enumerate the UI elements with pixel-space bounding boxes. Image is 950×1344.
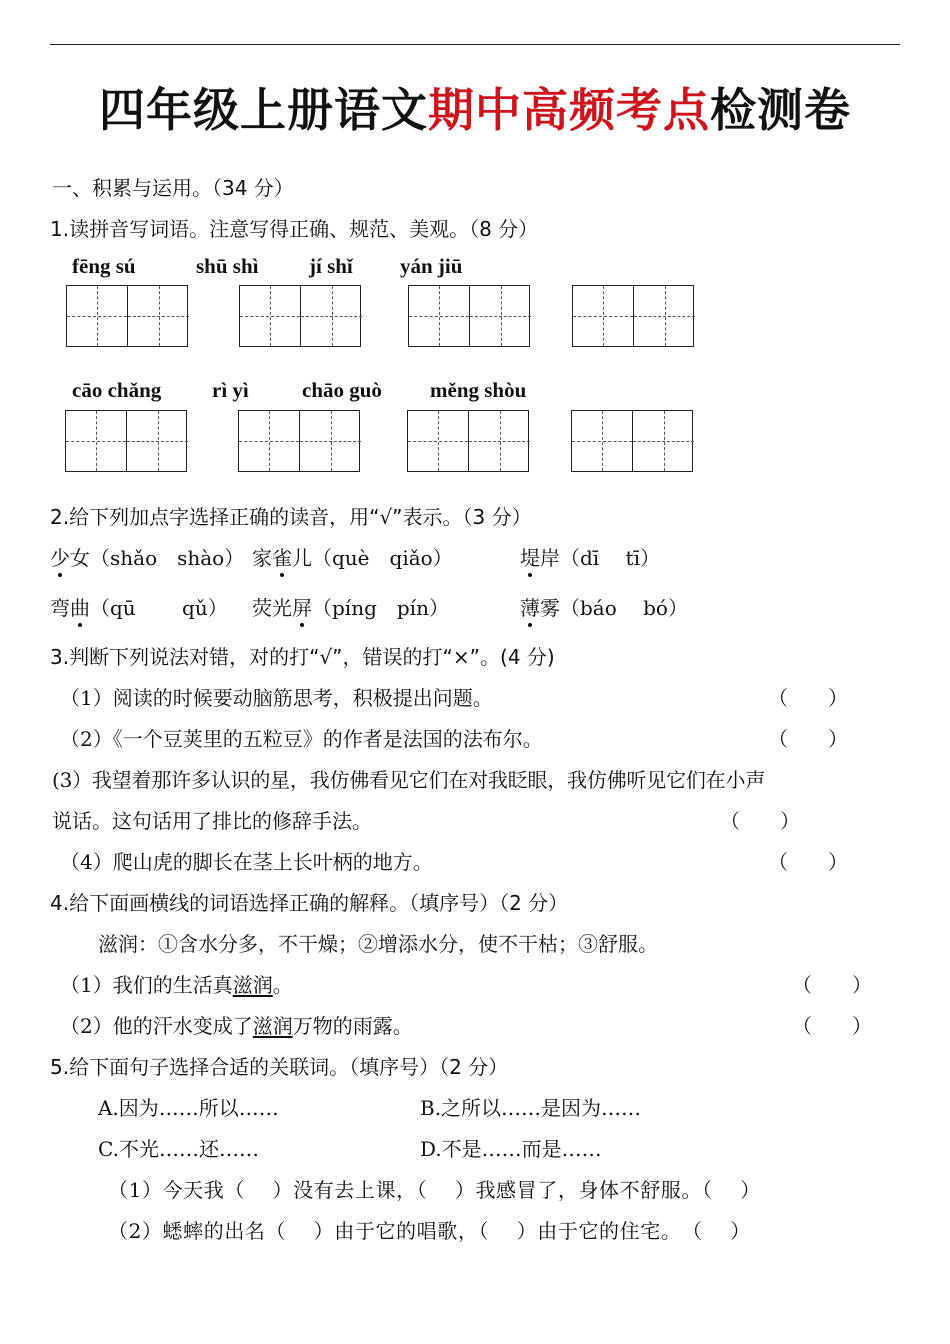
writing-grid[interactable] — [408, 285, 530, 347]
section-heading: 一、积累与运用。（34 分） — [52, 176, 294, 200]
option-d: D.不是……而是…… — [420, 1137, 602, 1161]
writing-grid[interactable] — [239, 285, 361, 347]
pinyin-4: yán jiū — [400, 254, 463, 278]
answer-paren[interactable]: （ ） — [768, 727, 848, 751]
judge-item-2: （2）《一个豆荚里的五粒豆》的作者是法国的法布尔。 — [60, 727, 543, 751]
page-title — [0, 74, 950, 140]
title-part-1: 四年级上册语文 — [99, 83, 428, 137]
pinyin-6: rì yì — [212, 378, 249, 402]
judge-item-1: （1）阅读的时候要动脑筋思考，积极提出问题。 — [60, 686, 493, 710]
reading-item: 家雀儿（què qiǎo） — [252, 542, 453, 571]
title-part-3: 检测卷 — [710, 83, 851, 137]
option-b: B.之所以……是因为…… — [420, 1096, 642, 1120]
question-4-heading: 4.给下面画横线的词语选择正确的解释。（填序号）（2 分） — [50, 891, 569, 915]
writing-grid[interactable] — [572, 285, 694, 347]
question-3-heading: 3.判断下列说法对错，对的打“√”，错误的打“×”。(4 分) — [50, 645, 555, 669]
writing-grid[interactable] — [407, 410, 529, 472]
pinyin-8: měng shòu — [430, 378, 527, 402]
question-2-heading: 2.给下列加点字选择正确的读音，用“√”表示。（3 分） — [50, 505, 532, 529]
conjunction-item-1: （1）今天我（ ）没有去上课，（ ）我感冒了，身体不舒服。（ ） — [108, 1178, 761, 1202]
option-a: A.因为……所以…… — [98, 1096, 279, 1120]
reading-item: 荧光屏（píng pín） — [252, 592, 449, 621]
top-rule — [50, 44, 900, 45]
writing-grid[interactable] — [571, 410, 693, 472]
reading-item: 少女（shǎo shào） — [50, 542, 244, 571]
reading-item: 堤岸（dī tī） — [520, 542, 660, 571]
meaning-item-2: （2）他的汗水变成了滋润万物的雨露。 — [60, 1014, 413, 1038]
pinyin-1: fēng sú — [72, 254, 136, 278]
reading-item: 薄雾（báo bó） — [520, 592, 688, 621]
judge-item-3: (3）我望着那许多认识的星，我仿佛看见它们在对我眨眼，我仿佛听见它们在小声 — [52, 768, 766, 792]
answer-paren[interactable]: （ ） — [792, 973, 872, 997]
answer-paren[interactable]: （ ） — [720, 809, 800, 833]
writing-grid[interactable] — [238, 410, 360, 472]
pinyin-3: jí shǐ — [309, 254, 353, 278]
conjunction-item-2: （2）蟋蟀的出名（ ）由于它的唱歌，（ ）由于它的住宅。 （ ） — [108, 1219, 751, 1243]
title-part-2: 期中高频考点 — [428, 83, 710, 137]
judge-item-3-cont: 说话。这句话用了排比的修辞手法。 — [52, 809, 372, 833]
pinyin-5: cāo chǎng — [72, 378, 162, 402]
pinyin-2: shū shì — [196, 254, 259, 278]
word-definition: 滋润：①含水分多，不干燥；②增添水分，使不干枯；③舒服。 — [98, 932, 658, 956]
judge-item-4: （4）爬山虎的脚长在茎上长叶柄的地方。 — [60, 850, 433, 874]
answer-paren[interactable]: （ ） — [792, 1014, 872, 1038]
question-5-heading: 5.给下面句子选择合适的关联词。（填序号）（2 分） — [50, 1055, 509, 1079]
meaning-item-1: （1）我们的生活真滋润。 — [60, 973, 293, 997]
writing-grid[interactable] — [65, 410, 187, 472]
answer-paren[interactable]: （ ） — [768, 686, 848, 710]
reading-item: 弯曲（qū qǔ） — [50, 592, 228, 621]
question-1-heading: 1.读拼音写词语。注意写得正确、规范、美观。（8 分） — [50, 217, 539, 241]
answer-paren[interactable]: （ ） — [768, 850, 848, 874]
writing-grid[interactable] — [66, 285, 188, 347]
pinyin-7: chāo guò — [302, 378, 382, 402]
option-c: C.不光……还…… — [98, 1137, 259, 1161]
